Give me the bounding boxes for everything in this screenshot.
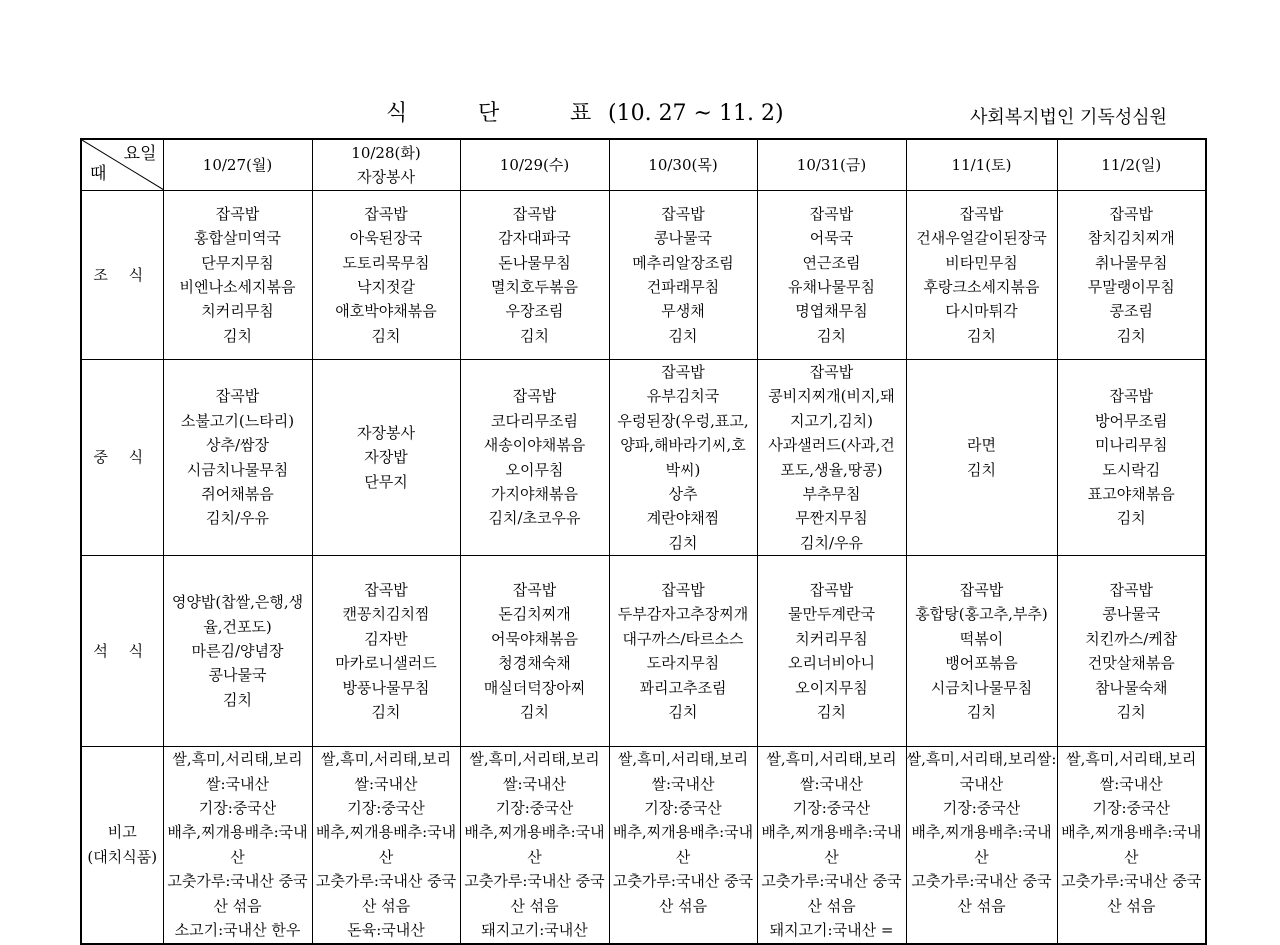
origin-note-line: 쌀,흑미,서리태,보리쌀:국내산 bbox=[766, 750, 897, 793]
menu-item: 잡곡밥 bbox=[215, 204, 260, 223]
menu-item: 김치 bbox=[520, 326, 549, 345]
meal-label: 석 식 bbox=[81, 556, 163, 747]
menu-item: 명엽채무침 bbox=[795, 302, 868, 321]
origin-note-line: 배추,찌개용배추:국내산 bbox=[612, 823, 754, 866]
lunch-menu-cell bbox=[1057, 360, 1206, 556]
lunch-menu-cell bbox=[312, 360, 460, 556]
menu-item: 포도,생율,땅콩) bbox=[780, 460, 883, 479]
menu-item: 김치/우유 bbox=[799, 533, 863, 552]
menu-item: 잡곡밥 bbox=[809, 204, 854, 223]
menu-item: 꽈리고추조림 bbox=[639, 678, 727, 697]
day-header bbox=[757, 139, 906, 191]
menu-item: 잡곡밥 bbox=[661, 204, 705, 223]
menu-table bbox=[80, 138, 1207, 945]
menu-item: 사과샐러드(사과,건 bbox=[768, 436, 895, 455]
day-header bbox=[609, 139, 757, 191]
menu-item: 지고기,김치) bbox=[789, 411, 874, 430]
menu-item: 취나물무침 bbox=[1095, 253, 1168, 272]
origin-note-line: 고춧가루:국내산 중국산 섞음 bbox=[315, 872, 457, 915]
menu-item: 잡곡밥 bbox=[215, 387, 260, 406]
breakfast-menu-cell bbox=[1057, 191, 1206, 360]
corner-cell bbox=[81, 139, 163, 191]
menu-item: 김치 bbox=[817, 326, 846, 345]
menu-item: 영양밥(찹쌀,은행,생 bbox=[171, 593, 304, 612]
origin-note-line: 기장:중국산 bbox=[198, 799, 277, 818]
menu-item: 도시락김 bbox=[1102, 460, 1161, 479]
menu-item: 시금치나물무침 bbox=[930, 678, 1033, 697]
origin-note-line: 쌀,흑미,서리태,보리쌀:국내산 bbox=[172, 750, 303, 793]
menu-item: 잡곡밥 bbox=[959, 204, 1004, 223]
menu-item: 잡곡밥 bbox=[661, 581, 705, 600]
day-label: 10/31(금) bbox=[796, 155, 867, 174]
menu-item: 연근조림 bbox=[802, 253, 861, 272]
menu-item: 콩조림 bbox=[1109, 302, 1153, 321]
breakfast-menu-cell bbox=[906, 191, 1057, 360]
menu-item: 김치 bbox=[668, 703, 698, 722]
day-label: 10/28(화) bbox=[351, 143, 421, 162]
document-title bbox=[386, 96, 784, 127]
menu-item: 방풍나물무침 bbox=[342, 678, 430, 697]
menu-item: 치커리무침 bbox=[201, 302, 274, 321]
corner-weekday-label: 요일 bbox=[123, 144, 157, 164]
menu-item: 도토리묵무침 bbox=[342, 253, 430, 272]
dinner-menu-cell bbox=[312, 556, 460, 747]
menu-item: 오리너비아니 bbox=[788, 654, 875, 673]
day-header bbox=[906, 139, 1057, 191]
origin-note-cell bbox=[1057, 747, 1206, 944]
menu-item: 어묵야채볶음 bbox=[491, 629, 578, 648]
dinner-menu-cell bbox=[1057, 556, 1206, 747]
origin-note-line: 기장:중국산 bbox=[644, 799, 722, 818]
menu-item: 무짠지무침 bbox=[795, 509, 868, 528]
menu-item: 콩비지찌개(비지,돼 bbox=[768, 387, 895, 406]
menu-item: 우렁된장(우렁,표고, bbox=[617, 411, 749, 430]
menu-item: 오이지무침 bbox=[795, 678, 868, 697]
menu-item: 김치 bbox=[1116, 703, 1146, 722]
menu-item: 뱅어포볶음 bbox=[945, 654, 1018, 673]
lunch-menu-cell bbox=[163, 360, 312, 556]
menu-item: 김치 bbox=[371, 703, 401, 722]
menu-item: 캔꽁치김치찜 bbox=[342, 605, 430, 624]
title-date-range: (10. 27 ~ 11. 2) bbox=[608, 101, 784, 126]
day-label: 10/29(수) bbox=[499, 155, 570, 174]
menu-item: 김치 bbox=[1116, 326, 1146, 345]
title-char-2: 단 bbox=[478, 101, 500, 126]
menu-item: 잡곡밥 bbox=[1109, 581, 1153, 600]
menu-item: 표고야채볶음 bbox=[1087, 485, 1175, 504]
menu-item: 무말랭이무침 bbox=[1087, 278, 1175, 296]
day-header bbox=[312, 139, 460, 191]
origin-note-cell bbox=[757, 747, 906, 944]
origin-note-line: 돈육:국내산 bbox=[347, 921, 425, 940]
origin-note-line: 고춧가루:국내산 중국산 섞음 bbox=[612, 872, 754, 915]
menu-item: 청경채숙채 bbox=[498, 654, 571, 673]
origin-note-line: 고춧가루:국내산 중국산 섞음 bbox=[1061, 872, 1202, 915]
menu-item: 김치 bbox=[668, 533, 698, 552]
origin-note-cell bbox=[163, 747, 312, 944]
origin-note-line: 쌀,흑미,서리태,보리쌀:국내산 bbox=[1066, 750, 1197, 793]
origin-note-cell bbox=[460, 747, 609, 944]
menu-item: 잡곡밥 bbox=[364, 204, 408, 223]
title-char-1: 식 bbox=[386, 101, 408, 126]
menu-item: 두부감자고추장찌개 bbox=[617, 605, 749, 624]
menu-item: 감자대파국 bbox=[498, 229, 571, 248]
menu-item: 단무지무침 bbox=[201, 253, 274, 272]
menu-item: 김치 bbox=[223, 326, 252, 345]
origin-note-line: 기장:중국산 bbox=[792, 799, 871, 818]
menu-item: 소불고기(느타리) bbox=[180, 411, 295, 430]
origin-note-line: 쌀,흑미,서리태,보리쌀:국내산 bbox=[469, 750, 600, 793]
corner-meal-label: 때 bbox=[90, 163, 107, 184]
day-header bbox=[163, 139, 312, 191]
menu-item: 쥐어채볶음 bbox=[201, 485, 274, 504]
menu-item: 자장밥 bbox=[364, 448, 408, 467]
menu-item: 김치 bbox=[520, 703, 549, 722]
dinner-menu-cell bbox=[609, 556, 757, 747]
menu-item: 치커리무침 bbox=[795, 629, 868, 648]
menu-item: 유채나물무침 bbox=[788, 278, 875, 296]
day-label: 11/1(토) bbox=[951, 155, 1012, 174]
lunch-menu-cell bbox=[609, 360, 757, 556]
menu-item: 마카로니샐러드 bbox=[335, 654, 437, 673]
dinner-menu-cell bbox=[163, 556, 312, 747]
origin-note-line: 돼지고기:국내산 = bbox=[769, 921, 894, 940]
menu-item: 대구까스/타르소스 bbox=[622, 629, 744, 648]
menu-item: 미나리무침 bbox=[1095, 436, 1168, 455]
origin-note-line: 배추,찌개용배추:국내산 bbox=[464, 823, 605, 866]
menu-item: 김치 bbox=[967, 326, 996, 345]
origin-note-line: 기장:중국산 bbox=[495, 799, 574, 818]
breakfast-menu-cell bbox=[312, 191, 460, 360]
menu-item: 매실더덕장아찌 bbox=[483, 678, 586, 697]
menu-item: 콩나물국 bbox=[654, 229, 712, 248]
day-header bbox=[460, 139, 609, 191]
menu-item: 김치 bbox=[817, 703, 846, 722]
menu-item: 박씨) bbox=[665, 460, 701, 479]
menu-item: 우장조림 bbox=[505, 302, 564, 321]
origin-note-line: 기장:중국산 bbox=[942, 799, 1021, 818]
menu-item: 낙지젓갈 bbox=[357, 278, 415, 296]
dinner-menu-cell bbox=[460, 556, 609, 747]
origin-note-line: 쌀,흑미,서리태,보리쌀:국내산 bbox=[906, 750, 1057, 793]
menu-item: 물만두계란국 bbox=[788, 605, 875, 624]
menu-item: 돈나물무침 bbox=[498, 253, 571, 272]
origin-note-line: 쌀,흑미,서리태,보리쌀:국내산 bbox=[320, 750, 452, 793]
menu-item: 가지야채볶음 bbox=[491, 485, 578, 504]
menu-item: 오이무침 bbox=[505, 460, 564, 479]
menu-item: 새송이야채볶음 bbox=[483, 436, 586, 455]
day-label: 11/2(일) bbox=[1101, 155, 1162, 174]
origin-note-cell bbox=[609, 747, 757, 944]
lunch-row bbox=[81, 360, 1206, 556]
menu-item: 잡곡밥 bbox=[512, 581, 557, 600]
menu-item: 콩나물국 bbox=[208, 666, 267, 685]
menu-item: 잡곡밥 bbox=[661, 363, 705, 381]
breakfast-row bbox=[81, 191, 1206, 360]
lunch-menu-cell bbox=[757, 360, 906, 556]
menu-item: 김자반 bbox=[364, 629, 408, 648]
dinner-menu-cell bbox=[906, 556, 1057, 747]
menu-item: 율,건포도) bbox=[203, 617, 272, 636]
origin-note-line: 고춧가루:국내산 중국산 섞음 bbox=[167, 872, 308, 915]
menu-item: 방어무조림 bbox=[1095, 411, 1168, 430]
menu-item: 도라지무침 bbox=[646, 654, 720, 673]
menu-item: 김치 bbox=[668, 326, 698, 345]
origin-note-line: 고춧가루:국내산 중국산 섞음 bbox=[911, 872, 1052, 915]
menu-item: 잡곡밥 bbox=[1109, 204, 1153, 223]
menu-item: 마른김/양념장 bbox=[191, 642, 284, 661]
menu-item: 후랑크소세지볶음 bbox=[923, 278, 1040, 296]
menu-item: 김치 bbox=[967, 460, 996, 479]
menu-item: 유부김치국 bbox=[646, 387, 720, 406]
note-label-cell bbox=[81, 747, 163, 944]
menu-item: 잡곡밥 bbox=[512, 204, 557, 223]
origin-note-line: 배추,찌개용배추:국내산 bbox=[1061, 823, 1202, 866]
day-label: 10/27(월) bbox=[202, 155, 273, 174]
menu-item: 치킨까스/케찹 bbox=[1085, 629, 1178, 648]
menu-item: 김치/우유 bbox=[205, 509, 269, 528]
menu-item: 애호박야채볶음 bbox=[335, 302, 437, 321]
menu-item: 참나물숙채 bbox=[1095, 678, 1168, 697]
dinner-menu-cell bbox=[757, 556, 906, 747]
menu-item: 홍합살미역국 bbox=[194, 229, 281, 248]
menu-item: 무생채 bbox=[661, 302, 705, 321]
origin-note-line: 고춧가루:국내산 중국산 섞음 bbox=[464, 872, 605, 915]
menu-item: 라면 bbox=[967, 436, 996, 455]
meal-label: 중 식 bbox=[81, 360, 163, 556]
origin-note-line: 쌀,흑미,서리태,보리쌀:국내산 bbox=[617, 750, 749, 793]
origin-note-line: 배추,찌개용배추:국내산 bbox=[315, 823, 457, 866]
menu-item: 계란야채찜 bbox=[646, 509, 720, 528]
menu-item: 잡곡밥 bbox=[809, 581, 854, 600]
menu-item: 멸치호두볶음 bbox=[491, 278, 578, 296]
menu-item: 비엔나소세지볶음 bbox=[179, 278, 296, 296]
menu-item: 단무지 bbox=[364, 472, 408, 491]
menu-item: 김치/초코우유 bbox=[488, 509, 581, 528]
menu-item: 양파,해바라기씨,호 bbox=[620, 436, 746, 455]
day-sub-label: 자장봉사 bbox=[357, 168, 415, 186]
menu-item: 잡곡밥 bbox=[809, 363, 854, 381]
origin-note-line: 고춧가루:국내산 중국산 섞음 bbox=[761, 872, 902, 915]
menu-item: 참치김치찌개 bbox=[1087, 229, 1175, 248]
menu-item: 콩나물국 bbox=[1102, 605, 1161, 624]
origin-note-line: 배추,찌개용배추:국내산 bbox=[167, 823, 308, 866]
menu-item: 건새우얼갈이된장국 bbox=[916, 229, 1047, 248]
day-label: 10/30(목) bbox=[648, 155, 718, 174]
organization-name: 사회복지법인 기독성심원 bbox=[970, 107, 1167, 128]
menu-item: 잡곡밥 bbox=[512, 387, 557, 406]
meal-label: 조 식 bbox=[81, 191, 163, 360]
menu-item: 떡볶이 bbox=[959, 629, 1004, 648]
menu-item: 다시마튀각 bbox=[945, 302, 1018, 321]
menu-item: 아욱된장국 bbox=[349, 229, 423, 248]
lunch-menu-cell bbox=[460, 360, 609, 556]
breakfast-menu-cell bbox=[460, 191, 609, 360]
menu-item: 홍합탕(홍고추,부추) bbox=[915, 605, 1048, 624]
dinner-row bbox=[81, 556, 1206, 747]
breakfast-menu-cell bbox=[757, 191, 906, 360]
menu-item: 김치 bbox=[223, 690, 252, 709]
menu-item: 코다리무조림 bbox=[491, 411, 578, 430]
menu-item: 잡곡밥 bbox=[1109, 387, 1153, 406]
origin-note-line: 소고기:국내산 한우 bbox=[174, 921, 301, 940]
menu-item: 상추 bbox=[668, 485, 698, 504]
note-label: 비고 bbox=[107, 823, 137, 842]
origin-note-line: 배추,찌개용배추:국내산 bbox=[911, 823, 1052, 866]
menu-item: 김치 bbox=[1116, 509, 1146, 528]
header-row bbox=[81, 139, 1206, 191]
lunch-menu-cell bbox=[906, 360, 1057, 556]
menu-item: 잡곡밥 bbox=[364, 581, 408, 600]
breakfast-menu-cell bbox=[163, 191, 312, 360]
origin-note-line: 기장:중국산 bbox=[347, 799, 425, 818]
menu-item: 건파래무침 bbox=[646, 278, 720, 296]
menu-item: 건맛살채볶음 bbox=[1087, 654, 1175, 673]
menu-item: 돈김치찌개 bbox=[498, 605, 571, 624]
menu-item: 상추/쌈장 bbox=[205, 436, 269, 455]
menu-item: 자장봉사 bbox=[357, 424, 415, 443]
origin-note-line: 배추,찌개용배추:국내산 bbox=[761, 823, 902, 866]
menu-item: 어묵국 bbox=[809, 229, 854, 248]
menu-item: 비타민무침 bbox=[945, 253, 1018, 272]
origin-note-line: 기장:중국산 bbox=[1092, 799, 1170, 818]
menu-item: 김치 bbox=[967, 703, 996, 722]
origin-note-line: 돼지고기:국내산 bbox=[481, 921, 588, 940]
menu-item: 메추리알장조림 bbox=[632, 253, 734, 272]
title-char-3: 표 bbox=[570, 101, 592, 126]
menu-item: 시금치나물무침 bbox=[186, 460, 289, 479]
menu-item: 김치 bbox=[371, 326, 401, 345]
menu-item: 부추무침 bbox=[802, 485, 861, 504]
origin-note-cell bbox=[312, 747, 460, 944]
menu-item: 잡곡밥 bbox=[959, 581, 1004, 600]
breakfast-menu-cell bbox=[609, 191, 757, 360]
note-row bbox=[81, 747, 1206, 944]
day-header bbox=[1057, 139, 1206, 191]
note-sub-label: (대치식품) bbox=[87, 847, 158, 866]
origin-note-cell bbox=[906, 747, 1057, 944]
